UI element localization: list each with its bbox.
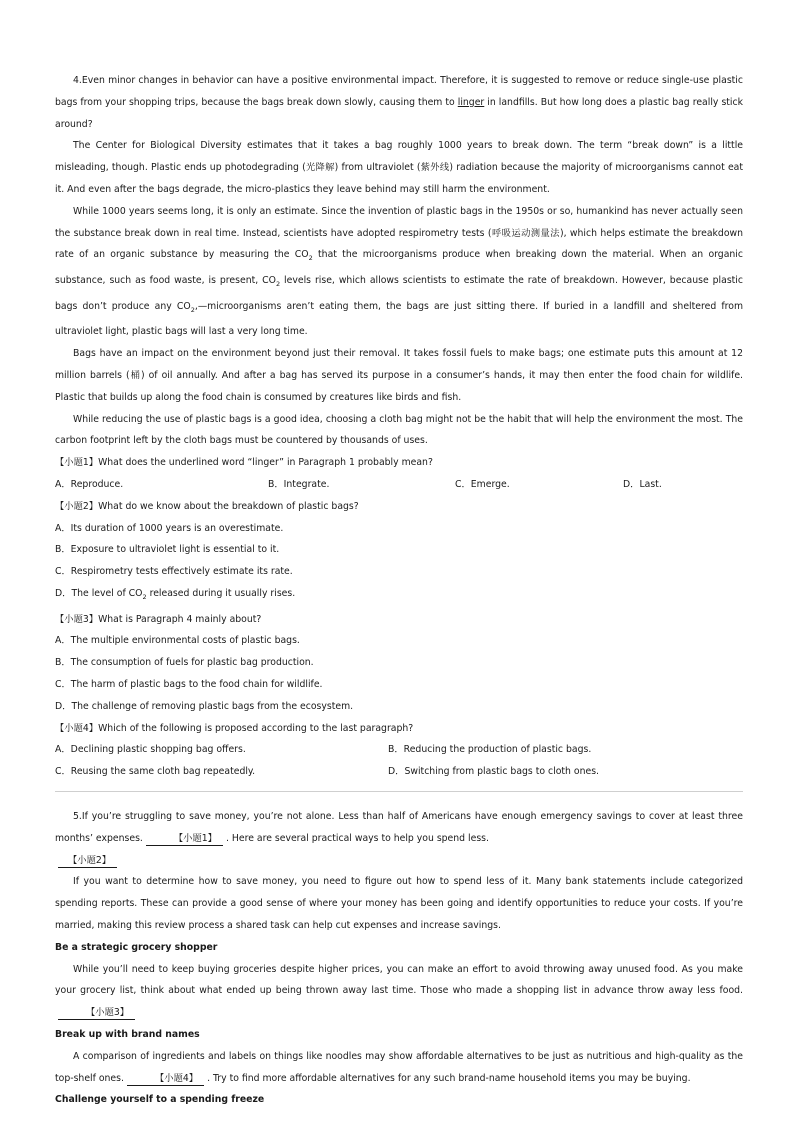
blank-4[interactable]: 【小题4】 <box>127 1073 204 1086</box>
question-4-options-row-1 <box>55 739 743 761</box>
question-1: 【小题1】What does the underlined word “linger” in Paragraph 1 probably mean? <box>55 457 433 469</box>
question-4: 【小题4】Which of the following is proposed according to the last paragraph? <box>55 722 414 734</box>
option-d: D．Last. <box>623 478 662 490</box>
question-2: 【小题2】What do we know about the breakdown of plastic bags? <box>55 500 359 512</box>
section-divider <box>55 791 743 792</box>
question-2-option-a: A．Its duration of 1000 years is an overestimate. <box>55 522 284 534</box>
option-b: B．Reducing the production of plastic bags. <box>388 744 592 756</box>
passage5-paragraph-4: A comparison of ingredients and labels on things like noodles may show affordable alternatives to be just as nutritious and high-quality as the top-shelf ones. 【小题4】 . Try to find more affordable alternatives for any such brand-name household items you may be buying. <box>55 1050 743 1084</box>
passage4-paragraph-4: Bags have an impact on the environment beyond just their removal. It takes fossil fuels to make bags; one estimate puts this amount at 12 million barrels (桶) of oil annually. And after a bag has served its purpose in a consumer’s hands, it may then enter the food chain for wildlife. Plastic that builds up along the food chain is consumed by creatures like birds and fish. <box>55 348 743 403</box>
heading-spending-freeze: Challenge yourself to a spending freeze <box>55 1094 265 1106</box>
heading-brand-names: Break up with brand names <box>55 1028 200 1040</box>
passage4-paragraph-2: The Center for Biological Diversity estimates that it takes a bag roughly 1000 years to break down. The term “break down” is a little misleading, though. Plastic ends up photodegrading (光降解) from ultraviolet (紫外线) radiation because the majority of microorganisms cannot eat it. And even after the bags degrade, the micro-plastics they leave behind may still harm the environment. <box>55 140 743 195</box>
blank-3[interactable]: 【小题3】 <box>58 1007 135 1020</box>
question-2-option-c: C．Respirometry tests effectively estimate its rate. <box>55 566 293 578</box>
question-3-option-c: C．The harm of plastic bags to the food chain for wildlife. <box>55 678 323 690</box>
option-b: B．Integrate. <box>268 478 330 490</box>
option-a: A．Declining plastic shopping bag offers. <box>55 744 246 756</box>
blank-1[interactable]: 【小题1】 <box>146 833 223 846</box>
passage5-paragraph-3: While you’ll need to keep buying groceries despite higher prices, you can make an effort to avoid throwing away unused food. As you make your grocery list, think about what ended up being thrown away last time. Those who made a shopping list in advance throw away less food.【小题3】 <box>55 963 743 1019</box>
option-c: C．Reusing the same cloth bag repeatedly. <box>55 766 256 778</box>
question-1-options <box>55 474 743 496</box>
underlined-word-linger: linger <box>457 96 485 108</box>
passage5-paragraph-1: 5.If you’re struggling to save money, you’re not alone. Less than half of Americans have enough emergency savings to cover at least three months’ expenses. 【小题1】 . Here are several practical ways to help you spend less. <box>55 810 743 844</box>
heading-grocery-shopper: Be a strategic grocery shopper <box>55 941 218 953</box>
option-c: C．Emerge. <box>455 478 510 490</box>
question-4-options-row-2 <box>55 761 743 783</box>
blank-2[interactable]: 【小题2】 <box>58 855 117 868</box>
question-2-option-b: B．Exposure to ultraviolet light is essential to it. <box>55 544 280 556</box>
document-page <box>55 70 743 1111</box>
passage5-paragraph-2: If you want to determine how to save money, you need to figure out how to spend less of it. Many bank statements include categorized spending reports. These can provide a good sense of where your money has been going and identify opportunities to reduce your costs. If you’re married, making this review process a shared task can help cut expenses and increase savings. <box>55 876 743 931</box>
passage4-paragraph-1: 4.Even minor changes in behavior can have a positive environmental impact. Therefore, it is suggested to remove or reduce single-use plastic bags from your shopping trips, because the bags break down slowly, causing them to linger in landfills. But how long does a plastic bag really stick around? <box>55 75 744 130</box>
question-3-option-d: D．The challenge of removing plastic bags from the ecosystem. <box>55 700 354 712</box>
question-2-option-d: D．The level of $CO_2$ released during it usually rises. <box>55 587 296 601</box>
question-3-option-a: A．The multiple environmental costs of plastic bags. <box>55 635 300 647</box>
passage4-paragraph-5: While reducing the use of plastic bags is a good idea, choosing a cloth bag might not be the habit that will help the environment the most. The carbon footprint left by the cloth bags must be countered by thousands of uses. <box>55 413 743 447</box>
question-3-option-b: B．The consumption of fuels for plastic bag production. <box>55 657 314 669</box>
question-3: 【小题3】What is Paragraph 4 mainly about? <box>55 613 262 625</box>
option-d: D．Switching from plastic bags to cloth ones. <box>388 766 599 778</box>
option-a: A．Reproduce. <box>55 478 124 490</box>
passage4-paragraph-3: While 1000 years seems long, it is only an estimate. Since the invention of plastic bags in the 1950s or so, humankind has never actually seen the substance break down in real time. Instead, scientists have adopted respirometry tests (呼吸运动测量法), which helps estimate the breakdown rate of an organic substance by measuring the $CO_2$ that the microorganisms produce when breaking down the material. When an organic substance, such as food waste, is present, $CO_2$ levels rise, which allows scientists to estimate the rate of breakdown. However, because plastic bags don’t produce any $CO_2,—microorganisms$ aren’t eating them, the bags are just sitting there. If buried in a landfill and sheltered from ultraviolet light, plastic bags will last a very long time. <box>55 205 744 338</box>
passage5-blank-2-line <box>55 850 743 872</box>
